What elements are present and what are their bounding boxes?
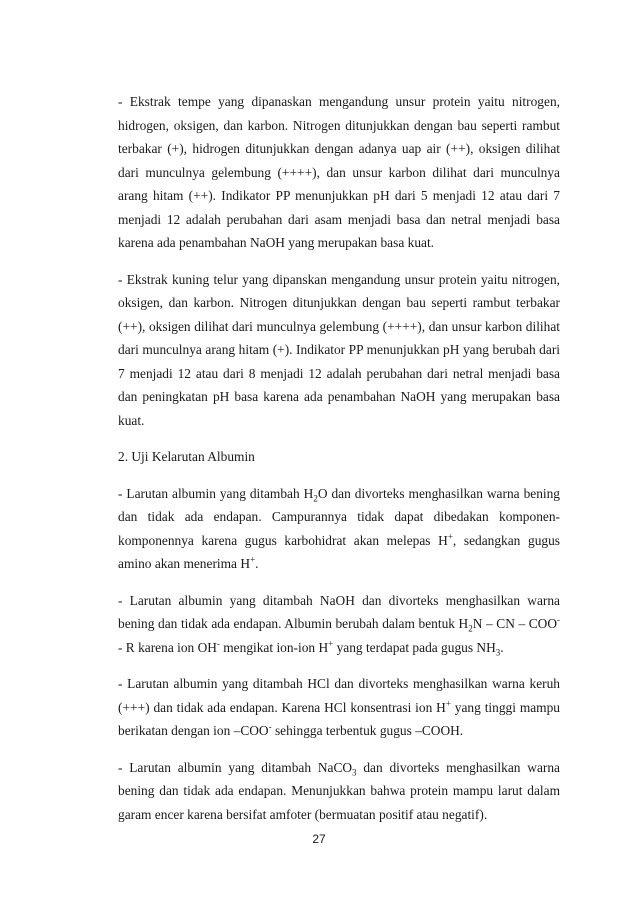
text-run: mengikat ion-ion H [219, 639, 329, 655]
subscript: 3 [352, 767, 357, 778]
superscript: + [447, 531, 453, 542]
paragraph-albumin-naco3 [118, 756, 560, 827]
paragraph-albumin-hcl [118, 672, 560, 743]
superscript: - [268, 721, 272, 732]
text-run: yang terdapat pada gugus NH [333, 639, 496, 655]
text-run: . [255, 556, 259, 571]
text-run: O dan divorteks menghasilkan warna bening dan tidak ada endapan. Campurannya tidak dapat dibedakan komponen-komponennya karena gugus karbohidrat akan melepas H [118, 485, 561, 548]
text-run: , sedangkan gugus amino akan menerima H [118, 532, 560, 571]
superscript: + [328, 638, 334, 649]
text-run: - Larutan albumin yang ditambah HCl dan divorteks menghasilkan warna keruh (+++) dan tidak ada endapan. Karena HCl konsentrasi ion H [118, 676, 560, 715]
document-body [118, 90, 560, 839]
text-run: - Larutan albumin yang ditambah H [118, 485, 314, 501]
text-run: N – CN – COO [472, 616, 558, 631]
section-heading-albumin-solubility: 2. Uji Kelarutan Albumin [118, 449, 255, 464]
text-run: - Larutan albumin yang ditambah NaCO [118, 759, 353, 775]
page-number: 27 [312, 832, 326, 846]
text-run: yang tinggi mampu berikatan dengan ion –COO [118, 699, 560, 738]
superscript: - [557, 614, 561, 625]
text-run: sehingga terbentuk gugus –COOH. [271, 723, 464, 738]
paragraph-albumin-h2o [118, 482, 560, 576]
text-run: . [500, 639, 504, 655]
paragraph-egg-yolk-extract: - Ekstrak kuning telur yang dipanskan mengandung unsur protein yaitu nitrogen, oksigen, dan karbon. Nitrogen ditunjukkan dengan bau seperti rambut terbakar (++), oksigen dilihat dari munculnya gelembung (++++), dan unsur karbon dilihat dari munculnya arang hitam (+). Indikator PP menunjukkan pH yang berubah dari 7 menjadi 12 atau dari 8 menjadi 12 adalah perubahan dari netral menjadi basa dan peningkatan pH basa karena ada penambahan NaOH yang merupakan basa kuat. [118, 271, 560, 428]
subscript: 3 [495, 647, 501, 658]
subscript: 2 [313, 493, 318, 504]
subscript: 2 [468, 623, 473, 634]
text-run: - Larutan albumin yang ditambah NaOH dan divorteks menghasilkan warna bening dan tidak ada endapan. Albumin berubah dalam bentuk H [118, 592, 560, 631]
text-run: - R karena ion OH [118, 639, 217, 655]
text-run: dan divorteks menghasilkan warna bening dan tidak ada endapan. Menunjukkan bahwa protein mampu larut dalam garam encer karena bersifat amfoter (bermuatan positif atau negatif). [118, 759, 560, 822]
superscript: + [445, 698, 451, 709]
superscript: + [250, 554, 256, 565]
paragraph-tempe-extract: - Ekstrak tempe yang dipanaskan mengandung unsur protein yaitu nitrogen, hidrogen, oksigen, dan karbon. Nitrogen ditunjukkan dengan bau seperti rambut terbakar (+), hidrogen ditunjukkan dengan adanya uap air (++), oksigen dilihat dari munculnya gelembung (++++), dan unsur karbon dilihat dari munculnya arang hitam (++). Indikator PP menunjukkan pH dari 5 menjadi 12 atau dari 7 menjadi 12 adalah perubahan dari asam menjadi basa dan netral menjadi basa karena ada penambahan NaOH yang merupakan basa kuat. [118, 94, 560, 250]
paragraph-albumin-naoh [118, 589, 560, 660]
superscript: - [216, 638, 220, 649]
